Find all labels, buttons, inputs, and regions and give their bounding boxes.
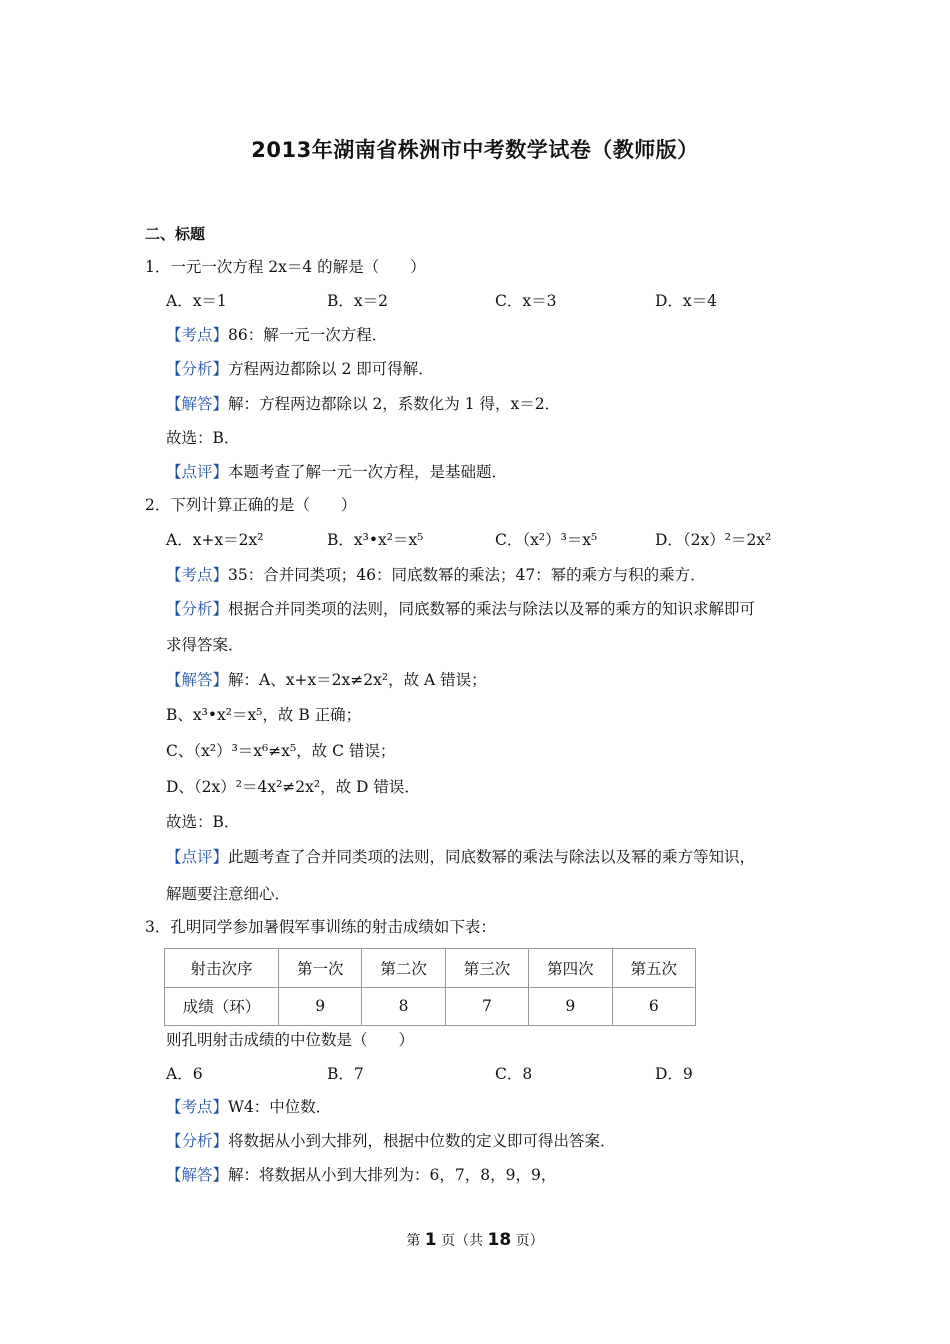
table-cell: 8 bbox=[362, 987, 445, 1026]
q2-dianping bbox=[166, 847, 755, 867]
table-header-cell: 第三次 bbox=[445, 949, 528, 988]
fenxi-text: 根据合并同类项的法则，同底数幂的乘法与除法以及幂的乘方的知识求解即可 bbox=[228, 600, 756, 618]
fenxi-text: 将数据从小到大排列，根据中位数的定义即可得出答案． bbox=[228, 1132, 616, 1150]
q2-guxuan: 故选：B． bbox=[166, 813, 240, 831]
q2-jieda-d: D、（2x）²＝4x²≠2x²，故 D 错误． bbox=[166, 778, 420, 796]
q1-option-c: C．x＝3 bbox=[495, 292, 557, 310]
q1-option-a: A．x＝1 bbox=[166, 292, 227, 310]
q3-option-d: D．9 bbox=[655, 1065, 693, 1083]
dianping-tag: 【点评】 bbox=[166, 848, 229, 866]
q3-fenxi bbox=[166, 1131, 616, 1151]
jieda-tag: 【解答】 bbox=[166, 1166, 229, 1184]
q1-option-d: D．x＝4 bbox=[655, 292, 718, 310]
q1-stem: 1．一元一次方程 2x＝4 的解是（ ） bbox=[145, 258, 426, 276]
dianping-text: 此题考查了合并同类项的法则，同底数幂的乘法与除法以及幂的乘方等知识， bbox=[228, 848, 756, 866]
table-header-cell: 第五次 bbox=[612, 949, 695, 988]
kaodian-text: W4：中位数． bbox=[228, 1098, 332, 1116]
table-header-row bbox=[165, 949, 696, 988]
dianping-tag: 【点评】 bbox=[166, 463, 229, 481]
q2-kaodian bbox=[166, 565, 706, 585]
table-cell: 9 bbox=[279, 987, 362, 1026]
q2-dianping-cont: 解题要注意细心． bbox=[166, 885, 291, 903]
kaodian-text: 86：解一元一次方程． bbox=[228, 326, 388, 344]
q2-jieda-b: B、x³•x²＝x⁵，故 B 正确； bbox=[166, 706, 362, 724]
table-header-cell: 第二次 bbox=[362, 949, 445, 988]
q1-kaodian bbox=[166, 325, 387, 345]
q1-dianping bbox=[166, 462, 507, 482]
table-header-cell: 第四次 bbox=[529, 949, 612, 988]
fenxi-tag: 【分析】 bbox=[166, 1132, 229, 1150]
jieda-text: 解：A、x+x＝2x≠2x²，故 A 错误； bbox=[228, 671, 487, 689]
score-table bbox=[164, 948, 696, 1026]
fenxi-text: 方程两边都除以 2 即可得解． bbox=[228, 360, 434, 378]
fenxi-tag: 【分析】 bbox=[166, 600, 229, 618]
jieda-text: 解：方程两边都除以 2，系数化为 1 得，x＝2． bbox=[228, 395, 561, 413]
table-cell: 9 bbox=[529, 987, 612, 1026]
footer-suffix: 页） bbox=[511, 1233, 544, 1249]
table-cell: 成绩（环） bbox=[165, 987, 279, 1026]
page-number: 1 bbox=[424, 1230, 437, 1250]
jieda-text: 解：将数据从小到大排列为：6，7，8，9，9， bbox=[228, 1166, 557, 1184]
q3-question: 则孔明射击成绩的中位数是（ ） bbox=[166, 1031, 415, 1049]
table-cell: 7 bbox=[445, 987, 528, 1026]
table-row bbox=[165, 987, 696, 1026]
q2-fenxi-cont: 求得答案． bbox=[166, 636, 244, 654]
page-title: 2013年湖南省株洲市中考数学试卷（教师版） bbox=[251, 138, 699, 162]
footer-mid: 页（共 bbox=[436, 1233, 488, 1249]
q2-option-c: C．（x²）³＝x⁵ bbox=[495, 531, 598, 549]
q2-option-a: A．x+x＝2x² bbox=[166, 531, 264, 549]
q3-option-c: C．8 bbox=[495, 1065, 533, 1083]
footer-prefix: 第 bbox=[406, 1233, 425, 1249]
q3-stem: 3．孔明同学参加暑假军事训练的射击成绩如下表： bbox=[145, 918, 496, 936]
jieda-tag: 【解答】 bbox=[166, 395, 229, 413]
table-cell: 6 bbox=[612, 987, 695, 1026]
fenxi-tag: 【分析】 bbox=[166, 360, 229, 378]
q1-fenxi bbox=[166, 359, 434, 379]
q2-stem: 2．下列计算正确的是（ ） bbox=[145, 496, 357, 514]
q3-jieda bbox=[166, 1165, 556, 1185]
q3-option-a: A．6 bbox=[166, 1065, 203, 1083]
q2-jieda-c: C、（x²）³＝x⁶≠x⁵，故 C 错误； bbox=[166, 742, 396, 760]
q1-jieda bbox=[166, 394, 560, 414]
kaodian-tag: 【考点】 bbox=[166, 566, 229, 584]
q3-kaodian bbox=[166, 1097, 331, 1117]
jieda-tag: 【解答】 bbox=[166, 671, 229, 689]
table-header-cell: 第一次 bbox=[279, 949, 362, 988]
page-total: 18 bbox=[487, 1230, 512, 1250]
q2-option-d: D．（2x）²＝2x² bbox=[655, 531, 772, 549]
dianping-text: 本题考查了解一元一次方程，是基础题． bbox=[228, 463, 508, 481]
kaodian-tag: 【考点】 bbox=[166, 326, 229, 344]
q2-fenxi bbox=[166, 599, 755, 619]
table-header-cell: 射击次序 bbox=[165, 949, 279, 988]
q2-jieda bbox=[166, 670, 487, 690]
kaodian-tag: 【考点】 bbox=[166, 1098, 229, 1116]
section-heading: 二、标题 bbox=[145, 225, 206, 243]
q1-guxuan: 故选：B． bbox=[166, 429, 240, 447]
q3-option-b: B．7 bbox=[327, 1065, 364, 1083]
q2-option-b: B．x³•x²＝x⁵ bbox=[327, 531, 424, 549]
page-footer bbox=[0, 1230, 950, 1250]
q1-option-b: B．x＝2 bbox=[327, 292, 388, 310]
kaodian-text: 35：合并同类项；46：同底数幂的乘法；47：幂的乘方与积的乘方． bbox=[228, 566, 706, 584]
